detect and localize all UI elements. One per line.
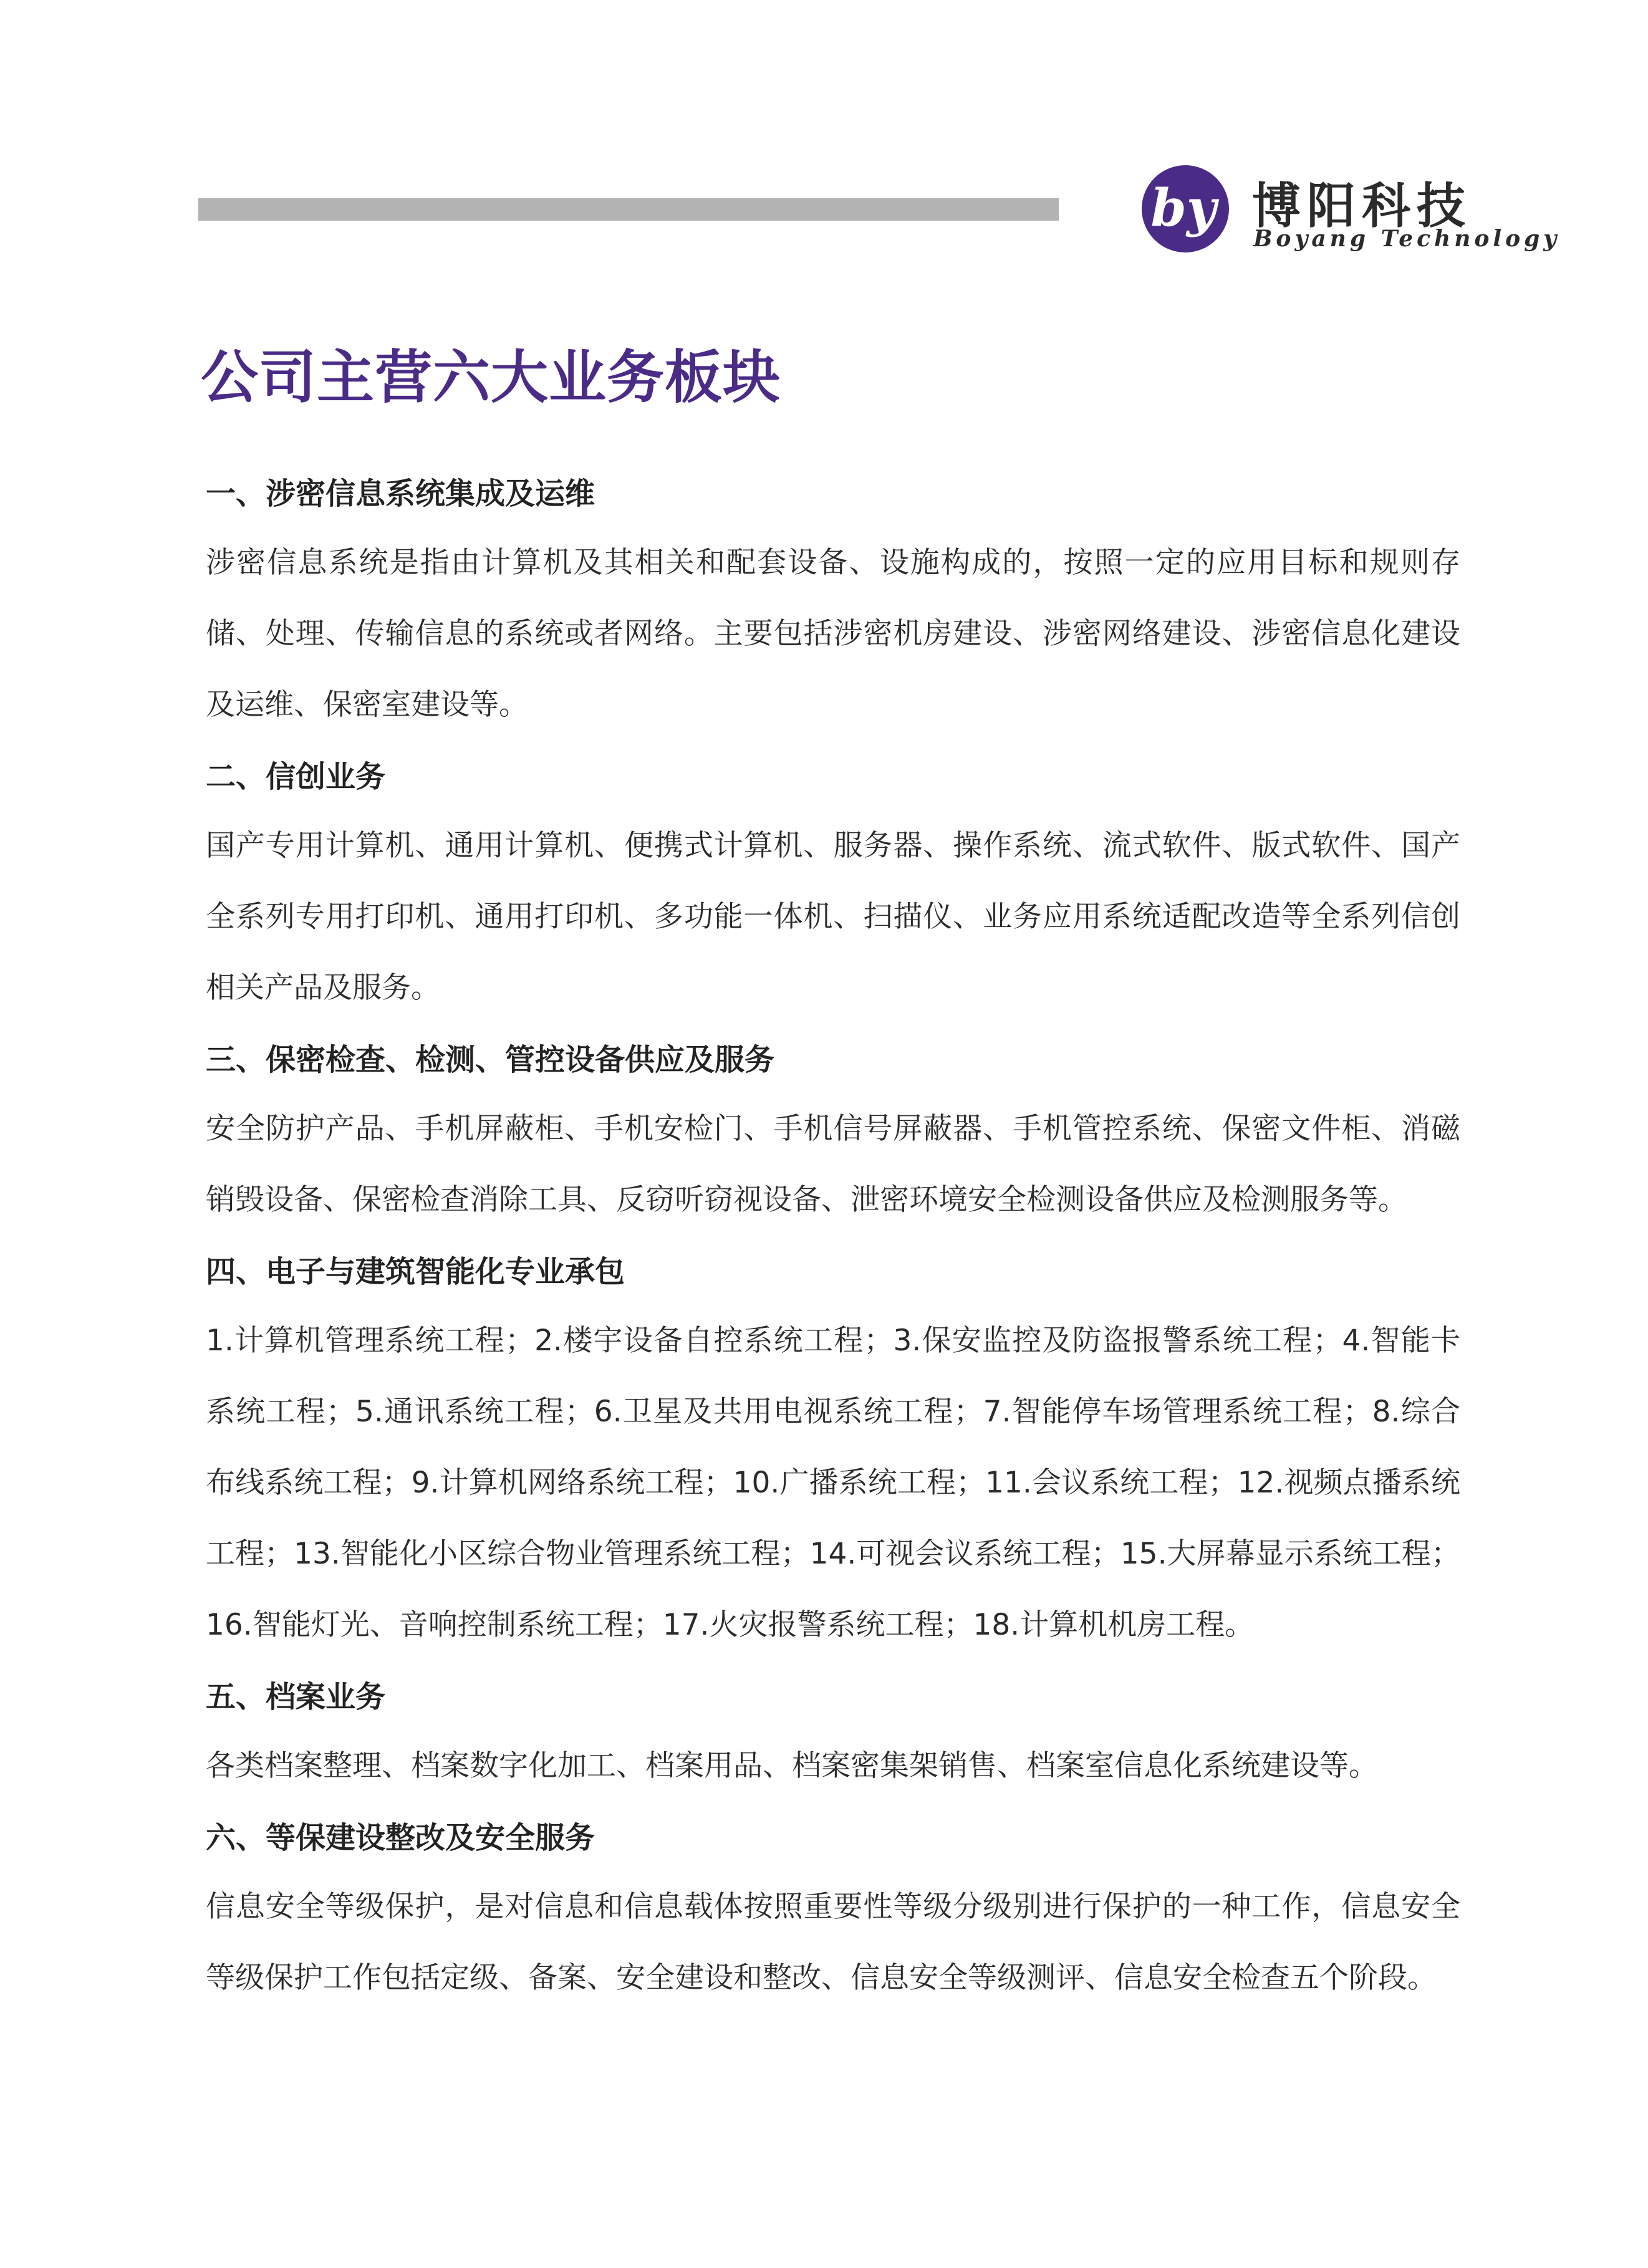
section-6 [206,1818,1460,2014]
logo-name-cn: 博阳科技 [1252,178,1472,234]
section-body: 信息安全等级保护，是对信息和信息载体按照重要性等级分级别进行保护的一种工作，信息安全等级保护工作包括定级、备案、安全建设和整改、信息安全等级测评、信息安全检查五个阶段。 [206,1890,1460,1995]
section-body: 各类档案整理、档案数字化加工、档案用品、档案密集架销售、档案室信息化系统建设等。 [206,1749,1378,1783]
section-heading: 五、档案业务 [206,1679,386,1714]
section-1 [206,474,1460,741]
logo-name-en: Boyang Technology [1253,226,1561,252]
section-heading: 三、保密检查、检测、管控设备供应及服务 [206,1042,775,1077]
company-logo [1140,158,1561,258]
section-body: 涉密信息系统是指由计算机及其相关和配套设备、设施构成的，按照一定的应用目标和规则存储、处理、传输信息的系统或者网络。主要包括涉密机房建设、涉密网络建设、涉密信息化建设及运维、保密室建设等。 [206,545,1460,722]
section-5 [206,1677,1460,1802]
section-4 [206,1252,1460,1661]
section-heading: 一、涉密信息系统集成及运维 [206,476,595,511]
svg-text:by: by [1150,178,1217,238]
section-heading: 四、电子与建筑智能化专业承包 [206,1254,625,1289]
section-body: 1.计算机管理系统工程；2.楼宇设备自控系统工程；3.保安监控及防盗报警系统工程；4.智能卡系统工程；5.通讯系统工程；6.卫星及共用电视系统工程；7.智能停车场管理系统工程；8.综合布线系统工程；9.计算机网络系统工程；10.广播系统工程；11.会议系统工程；12.视频点播系统工程；13.智能化小区综合物业管理系统工程；14.可视会议系统工程；15.大屏幕显示系统工程；16.智能灯光、音响控制系统工程；17.火灾报警系统工程；18.计算机机房工程。 [206,1324,1460,1642]
page-title: 公司主营六大业务板块 [201,344,781,411]
logo-mark-icon [1140,163,1231,254]
section-body: 安全防护产品、手机屏蔽柜、手机安检门、手机信号屏蔽器、手机管控系统、保密文件柜、消磁销毁设备、保密检查消除工具、反窃听窃视设备、泄密环境安全检测设备供应及检测服务等。 [206,1112,1460,1217]
section-2 [206,757,1460,1024]
document-body [206,474,1460,2030]
section-body: 国产专用计算机、通用计算机、便携式计算机、服务器、操作系统、流式软件、版式软件、国产全系列专用打印机、通用打印机、多功能一体机、扫描仪、业务应用系统适配改造等全系列信创相关产品及服务。 [206,829,1460,1005]
section-heading: 二、信创业务 [206,759,386,794]
header-divider-bar [198,198,1059,221]
section-heading: 六、等保建设整改及安全服务 [206,1820,595,1855]
section-3 [206,1040,1460,1236]
